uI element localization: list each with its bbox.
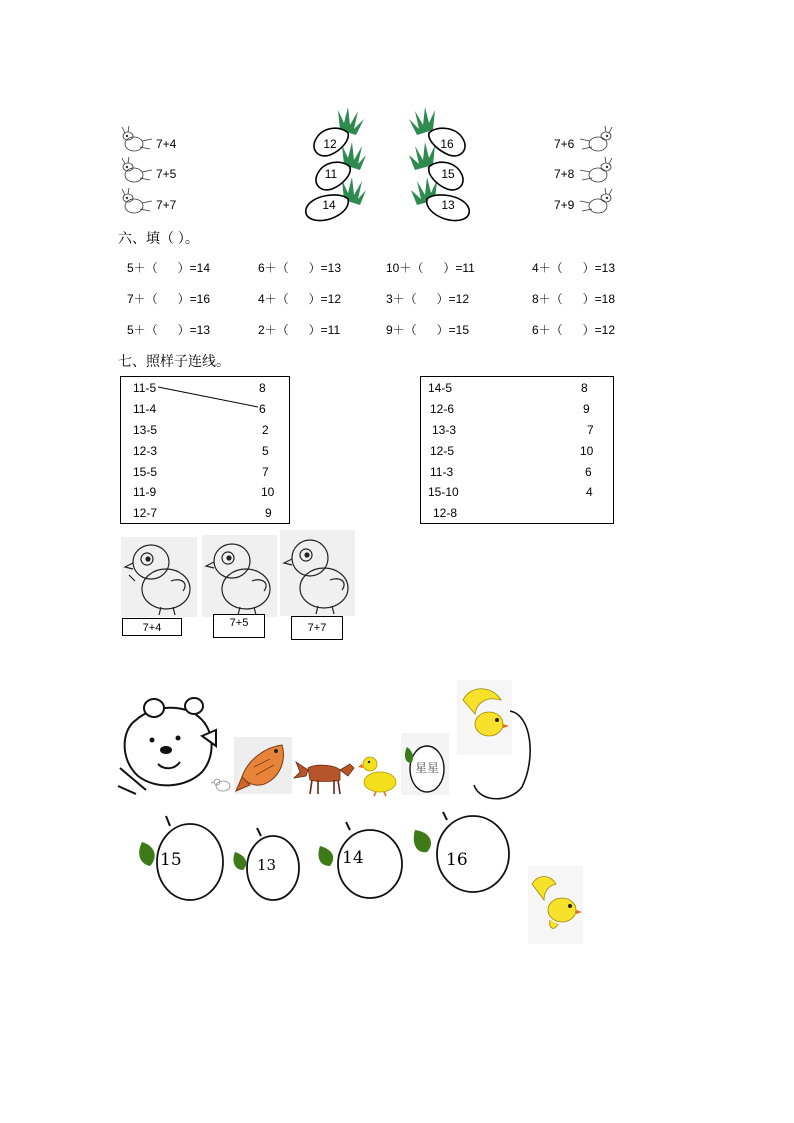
apple-number-4: 16 bbox=[446, 850, 468, 870]
carrot-right-number-3: 13 bbox=[441, 198, 455, 212]
fill-blank-3-4: 6＋（ ）=12 bbox=[532, 323, 616, 337]
star-apple-picture bbox=[401, 733, 449, 795]
match2-right-4: 10 bbox=[580, 444, 594, 458]
rabbit-expr-right-3: 7+9 bbox=[554, 198, 575, 212]
fill-blank-1-3: 10＋（ ）=11 bbox=[386, 261, 475, 275]
apple-outline-icon bbox=[460, 705, 540, 805]
carrot-left-number-2: 11 bbox=[324, 167, 338, 181]
fish-icon bbox=[234, 737, 292, 794]
fill-blank-1-4: 4＋（ ）=13 bbox=[532, 261, 616, 275]
match2-right-3: 7 bbox=[587, 423, 594, 437]
duck-icon bbox=[358, 754, 398, 796]
match1-right-3: 2 bbox=[262, 423, 269, 437]
fill-blank-3-2: 2＋（ ）=11 bbox=[258, 323, 341, 337]
match1-left-1: 11-5 bbox=[133, 381, 157, 395]
chick-icon bbox=[202, 535, 277, 617]
carrot-right-number-1: 16 bbox=[440, 137, 454, 151]
match1-left-6: 11-9 bbox=[133, 485, 157, 499]
carrot-left-number-1: 12 bbox=[323, 137, 337, 151]
match2-left-3: 13-3 bbox=[432, 423, 457, 437]
match1-left-5: 15-5 bbox=[133, 465, 158, 479]
chick-answer-box-2[interactable]: 7+5 bbox=[213, 614, 265, 638]
match1-left-3: 13-5 bbox=[133, 423, 158, 437]
fill-blank-2-3: 3＋（ ）=12 bbox=[386, 292, 470, 306]
match2-left-6: 15-10 bbox=[428, 485, 459, 499]
fill-blank-3-3: 9＋（ ）=15 bbox=[386, 323, 470, 337]
section-7-title: 七、照样子连线。 bbox=[118, 353, 230, 369]
chick-icon bbox=[280, 530, 355, 616]
rabbit-expr-left-1: 7+4 bbox=[156, 137, 177, 151]
rabbit-icon bbox=[120, 158, 156, 186]
chick-picture-1 bbox=[121, 537, 197, 617]
carrot-left-number-3: 14 bbox=[322, 198, 336, 212]
fill-blank-2-4: 8＋（ ）=18 bbox=[532, 292, 616, 306]
small-chick-icon bbox=[211, 777, 233, 793]
match2-left-7: 12-8 bbox=[433, 506, 458, 520]
match1-right-6: 10 bbox=[261, 485, 275, 499]
apple-number-3: 14 bbox=[342, 848, 364, 868]
section-6-title: 六、填（ ）。 bbox=[118, 230, 199, 246]
match2-left-1: 14-5 bbox=[428, 381, 453, 395]
carrot-right-number-2: 15 bbox=[441, 167, 455, 181]
rabbit-expr-left-2: 7+5 bbox=[156, 167, 177, 181]
rabbit-expr-left-3: 7+7 bbox=[156, 198, 177, 212]
match1-right-1: 8 bbox=[259, 381, 266, 395]
match1-right-7: 9 bbox=[265, 506, 272, 520]
example-match-line bbox=[150, 383, 270, 413]
rabbit-icon bbox=[578, 127, 614, 155]
match1-right-5: 7 bbox=[262, 465, 269, 479]
rabbit-icon bbox=[120, 189, 156, 217]
bird-icon bbox=[528, 866, 583, 944]
match1-right-2: 6 bbox=[259, 402, 266, 416]
yellow-bird-picture-2 bbox=[528, 866, 583, 944]
fish-picture bbox=[234, 737, 292, 794]
apple-number-2: 13 bbox=[257, 856, 277, 874]
match2-right-1: 8 bbox=[581, 381, 588, 395]
chick-icon bbox=[121, 537, 197, 617]
chick-picture-2 bbox=[202, 535, 277, 617]
fill-blank-2-2: 4＋（ ）=12 bbox=[258, 292, 342, 306]
fill-blank-3-1: 5＋（ ）=13 bbox=[127, 323, 211, 337]
fill-blank-1-1: 5＋（ ）=14 bbox=[127, 261, 211, 275]
rabbit-expr-right-2: 7+8 bbox=[554, 167, 575, 181]
apple-icon bbox=[138, 812, 230, 904]
match2-right-5: 6 bbox=[585, 465, 592, 479]
fill-blank-1-2: 6＋（ ）=13 bbox=[258, 261, 342, 275]
match2-right-2: 9 bbox=[583, 402, 590, 416]
rabbit-icon bbox=[120, 127, 156, 155]
match1-left-7: 12-7 bbox=[133, 506, 158, 520]
chick-answer-box-1[interactable]: 7+4 bbox=[122, 618, 182, 636]
match2-left-5: 11-3 bbox=[430, 465, 454, 479]
chick-picture-3 bbox=[280, 530, 355, 616]
rabbit-icon bbox=[578, 189, 614, 223]
rabbit-icon bbox=[578, 158, 614, 186]
match1-right-4: 5 bbox=[262, 444, 269, 458]
fill-blank-2-1: 7＋（ ）=16 bbox=[127, 292, 211, 306]
match2-right-6: 4 bbox=[586, 485, 593, 499]
match1-left-4: 12-3 bbox=[133, 444, 158, 458]
star-label: 星星 bbox=[415, 761, 440, 775]
match1-left-2: 11-4 bbox=[133, 402, 157, 416]
match2-left-2: 12-6 bbox=[430, 402, 455, 416]
rabbit-expr-right-1: 7+6 bbox=[554, 137, 575, 151]
fox-icon bbox=[294, 752, 356, 796]
chick-answer-box-3[interactable]: 7+7 bbox=[291, 616, 343, 640]
match2-left-4: 12-5 bbox=[430, 444, 455, 458]
bear-icon bbox=[116, 690, 216, 795]
apple-number-1: 15 bbox=[160, 850, 182, 870]
